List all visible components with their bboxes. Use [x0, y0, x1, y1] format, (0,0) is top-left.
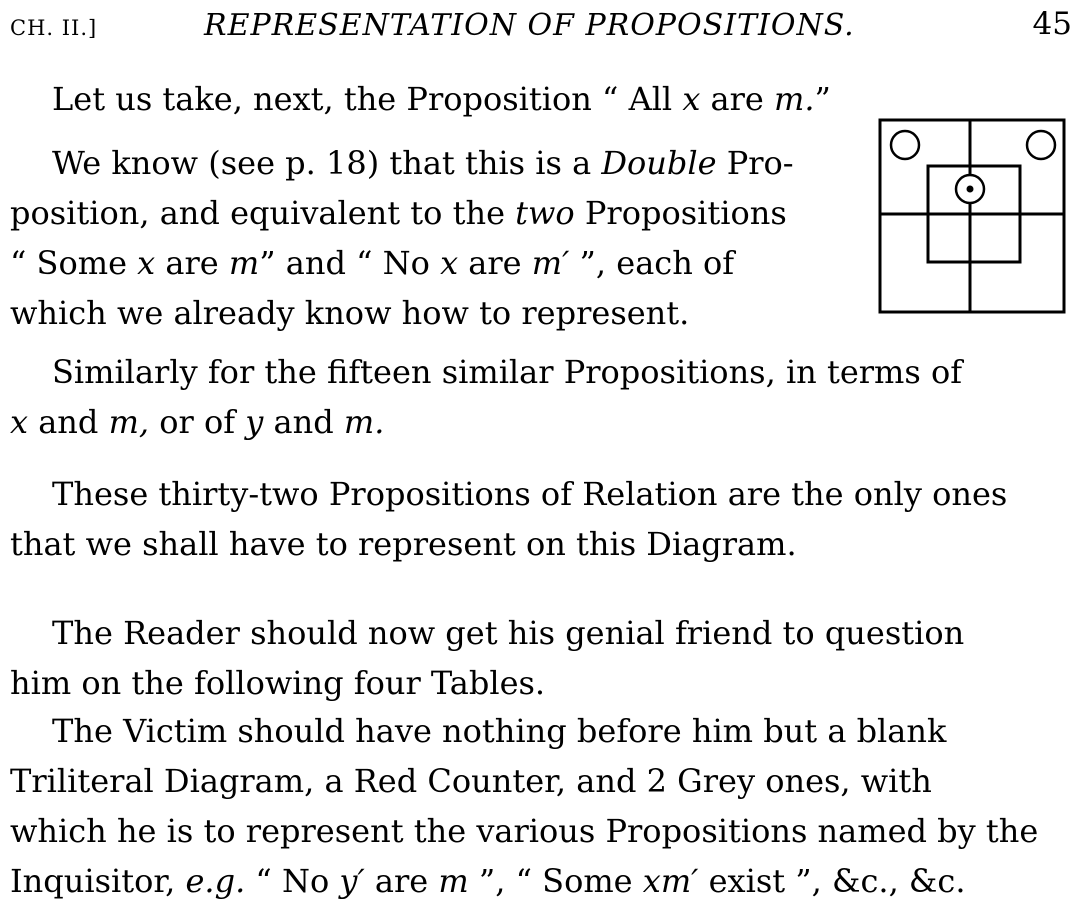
paragraph-4-line-1: These thirty-two Propositions of Relation are the only ones	[52, 475, 1008, 513]
diagram-outer-square	[880, 120, 1064, 312]
triliteral-diagram	[876, 116, 1068, 316]
paragraph-2-line-4: which we already know how to represent.	[10, 294, 690, 332]
paragraph-3-line-1: Similarly for the fifteen similar Propositions, in terms of	[52, 353, 963, 391]
paragraph-2-line-1: We know (see p. 18) that this is a Double Pro-	[52, 144, 794, 182]
paragraph-6-line-1: The Victim should have nothing before him but a blank	[52, 712, 947, 750]
running-title: REPRESENTATION OF PROPOSITIONS.	[204, 8, 855, 43]
running-header	[0, 6, 1078, 46]
paragraph-2-line-2: position, and equivalent to the two Propositions	[10, 194, 787, 232]
chapter-label: CH. II.]	[10, 16, 98, 40]
paragraph-5-line-1: The Reader should now get his genial friend to question	[52, 614, 965, 652]
paragraph-4-line-2: that we shall have to represent on this Diagram.	[10, 525, 797, 563]
paragraph-6-line-3: which he is to represent the various Propositions named by the	[10, 812, 1039, 850]
diagram-counter-center-dot	[967, 186, 974, 193]
paragraph-5-line-2: him on the following four Tables.	[10, 664, 546, 702]
paragraph-6-line-2: Triliteral Diagram, a Red Counter, and 2 Grey ones, with	[10, 762, 932, 800]
paragraph-1-line-1: Let us take, next, the Proposition “ All x are m.”	[52, 80, 831, 118]
diagram-counter-top-right	[1027, 131, 1055, 159]
paragraph-3-line-2: x and m, or of y and m.	[10, 403, 385, 441]
paragraph-2-line-3: “ Some x are m” and “ No x are m′ ”, each of	[10, 244, 735, 282]
diagram-counter-top-left	[891, 131, 919, 159]
page-number: 45	[1032, 6, 1072, 42]
paragraph-6-line-4: Inquisitor, e.g. “ No y′ are m ”, “ Some xm′ exist ”, &c., &c.	[10, 862, 966, 900]
